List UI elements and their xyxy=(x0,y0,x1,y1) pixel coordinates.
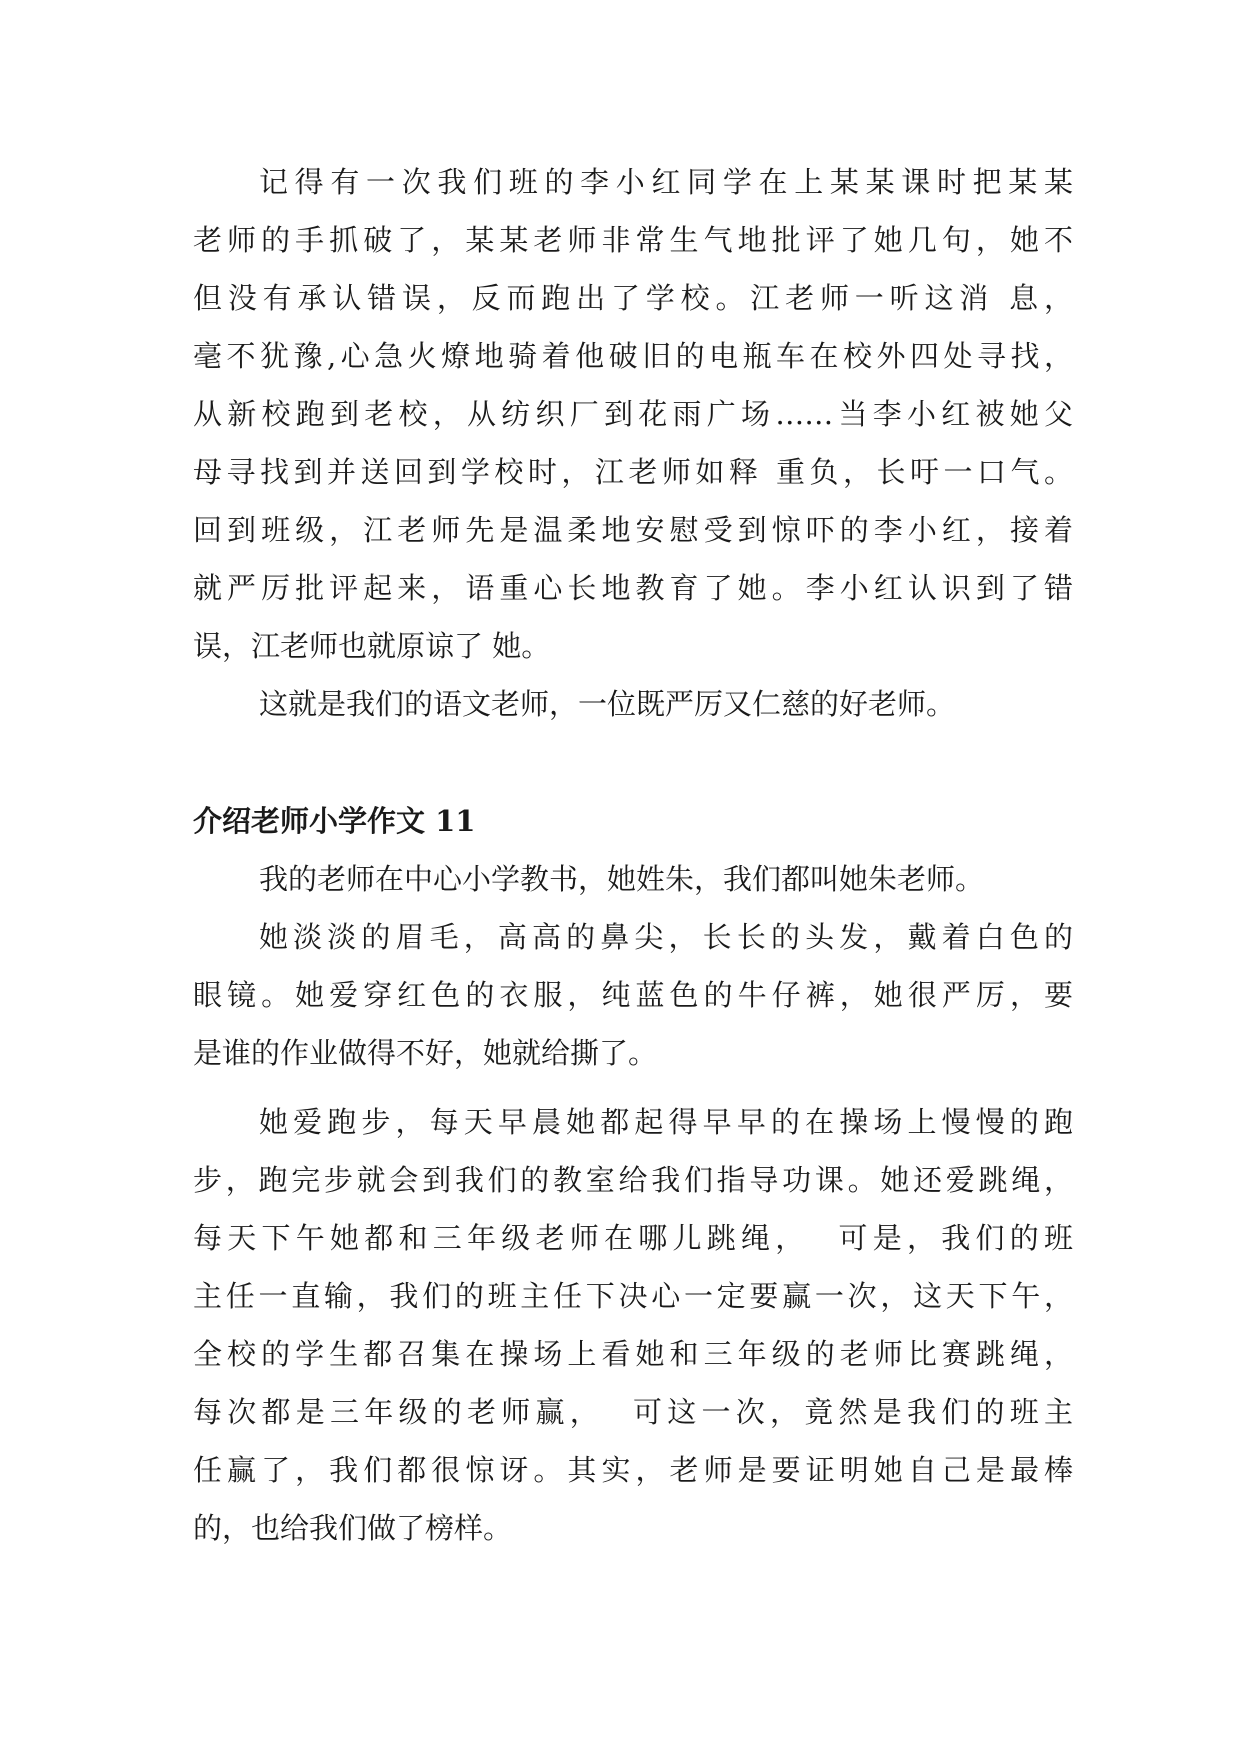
paragraph-line: 是谁的作业做得不好，她就给撕了。 xyxy=(193,1036,658,1070)
paragraph-line: 回到班级，江老师先是温柔地安慰受到惊吓的李小红，接着 xyxy=(193,513,1073,547)
paragraph-line: 母寻找到并送回到学校时，江老师如释 重负，长吁一口气。 xyxy=(193,455,1073,489)
paragraph-line: 从新校跑到老校，从纺织厂到花雨广场……当李小红被她父 xyxy=(193,397,1073,431)
paragraph-line: 我的老师在中心小学教书，她姓朱，我们都叫她朱老师。 xyxy=(259,862,985,896)
paragraph-line: 老师的手抓破了，某某老师非常生气地批评了她几句，她不 xyxy=(193,223,1073,257)
paragraph-line: 的，也给我们做了榜样。 xyxy=(193,1511,513,1545)
paragraph-line: 毫不犹豫,心急火燎地骑着他破旧的电瓶车在校外四处寻找， xyxy=(193,339,1073,373)
paragraph-line: 主任一直输，我们的班主任下决心一定要赢一次，这天下午， xyxy=(193,1279,1073,1313)
paragraph-line: 全校的学生都召集在操场上看她和三年级的老师比赛跳绳， xyxy=(193,1337,1073,1371)
section-title: 介绍老师小学作文 11 xyxy=(193,804,476,838)
paragraph-line: 眼镜。她爱穿红色的衣服，纯蓝色的牛仔裤，她很严厉，要 xyxy=(193,978,1073,1012)
paragraph-line: 但没有承认错误，反而跑出了学校。江老师一听这消 息， xyxy=(193,281,1073,315)
paragraph-line: 每次都是三年级的老师赢， 可这一次，竟然是我们的班主 xyxy=(193,1395,1073,1429)
paragraph-line: 任赢了，我们都很惊讶。其实，老师是要证明她自己是最棒 xyxy=(193,1453,1073,1487)
paragraph-line: 误，江老师也就原谅了 她。 xyxy=(193,629,551,663)
paragraph-line: 就严厉批评起来，语重心长地教育了她。李小红认识到了错 xyxy=(193,571,1073,605)
paragraph-line: 步，跑完步就会到我们的教室给我们指导功课。她还爱跳绳， xyxy=(193,1163,1073,1197)
paragraph-line: 记得有一次我们班的李小红同学在上某某课时把某某 xyxy=(259,165,1073,199)
paragraph-line: 每天下午她都和三年级老师在哪儿跳绳， 可是，我们的班 xyxy=(193,1221,1073,1255)
paragraph-line: 她爱跑步，每天早晨她都起得早早的在操场上慢慢的跑 xyxy=(259,1105,1073,1139)
paragraph-line: 她淡淡的眉毛，高高的鼻尖，长长的头发，戴着白色的 xyxy=(259,920,1073,954)
paragraph-line: 这就是我们的语文老师，一位既严厉又仁慈的好老师。 xyxy=(259,687,956,721)
